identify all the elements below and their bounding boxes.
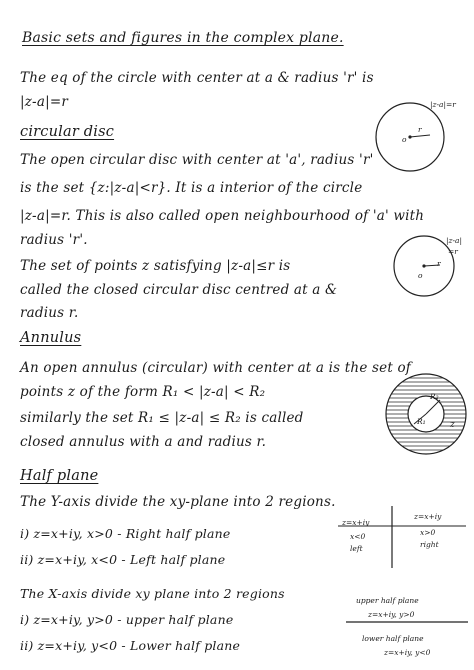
disc-line-1: The open circular disc with center at 'a', radius 'r' xyxy=(20,152,374,168)
disc-fig-label: |z-a| xyxy=(446,236,463,245)
y-diagram-left-1: z=x+iy xyxy=(342,518,370,527)
half-plane-heading: Half plane xyxy=(20,468,99,484)
circular-disc-heading: circular disc xyxy=(20,124,115,140)
annulus-line-2: points z of the form R₁ < |z-a| < R₂ xyxy=(20,384,266,400)
annulus-fig-r2: R₂ xyxy=(430,392,439,401)
disc-line-2: is the set {z:|z-a|<r}. It is a interior of the circle xyxy=(20,180,363,196)
disc-line-3: |z-a|=r. This is also called open neighbourhood of 'a' with xyxy=(20,208,425,224)
circle-eq-line-1: The eq of the circle with center at a & radius 'r' is xyxy=(20,70,374,86)
y-diagram-right-2: x>0 xyxy=(420,528,436,537)
circle-eq-line-2: |z-a|=r xyxy=(20,94,68,110)
circle-fig-label: |z-a|=r xyxy=(430,100,456,109)
y-diagram-right-3: right xyxy=(420,540,439,549)
page-title: Basic sets and figures in the complex plane. xyxy=(22,30,344,46)
half-plane-line-2: i) z=x+iy, x>0 - Right half plane xyxy=(20,526,231,541)
annulus-figure xyxy=(384,372,470,458)
disc-fig-r: r xyxy=(437,259,441,268)
half-plane-line-6: ii) z=x+iy, y<0 - Lower half plane xyxy=(20,638,241,653)
disc-line-4: radius 'r'. xyxy=(20,232,88,248)
x-diagram-top-1: upper half plane xyxy=(356,596,419,605)
annulus-fig-z: z xyxy=(450,420,455,430)
disc-fig-label-2: =r xyxy=(448,247,458,256)
half-plane-line-5: i) z=x+iy, y>0 - upper half plane xyxy=(20,612,234,627)
y-diagram-right-1: z=x+iy xyxy=(414,512,442,521)
annulus-line-3: similarly the set R₁ ≤ |z-a| ≤ R₂ is called xyxy=(20,410,304,426)
circle-radius xyxy=(410,135,430,137)
y-diagram-left-3: left xyxy=(350,544,363,553)
x-diagram-bottom-1: lower half plane xyxy=(362,634,424,643)
half-plane-line-3: ii) z=x+iy, x<0 - Left half plane xyxy=(20,552,226,567)
circle-center-dot xyxy=(408,135,411,138)
x-diagram-bottom-2: z=x+iy, y<0 xyxy=(384,648,431,657)
half-plane-line-1: The Y-axis divide the xy-plane into 2 regions. xyxy=(20,494,336,510)
annulus-line-4: closed annulus with a and radius r. xyxy=(20,434,267,450)
circle-fig-r: r xyxy=(418,125,422,134)
disc-line-5: The set of points z satisfying |z-a|≤r is xyxy=(20,258,291,274)
disc-fig-o: o xyxy=(418,271,423,280)
disc-center-dot xyxy=(422,264,425,267)
annulus-heading: Annulus xyxy=(20,330,82,346)
disc-line-6: called the closed circular disc centred at a & xyxy=(20,282,338,298)
x-diagram-top-2: z=x+iy, y>0 xyxy=(368,610,415,619)
half-plane-line-4: The X-axis divide xy plane into 2 regions xyxy=(20,586,285,601)
annulus-fig-r1: R₁ xyxy=(417,417,426,426)
y-diagram-left-2: x<0 xyxy=(350,532,366,541)
disc-line-7: radius r. xyxy=(20,305,79,321)
circle-fig-o: o xyxy=(402,135,407,144)
annulus-line-1: An open annulus (circular) with center at a is the set of xyxy=(20,360,411,376)
